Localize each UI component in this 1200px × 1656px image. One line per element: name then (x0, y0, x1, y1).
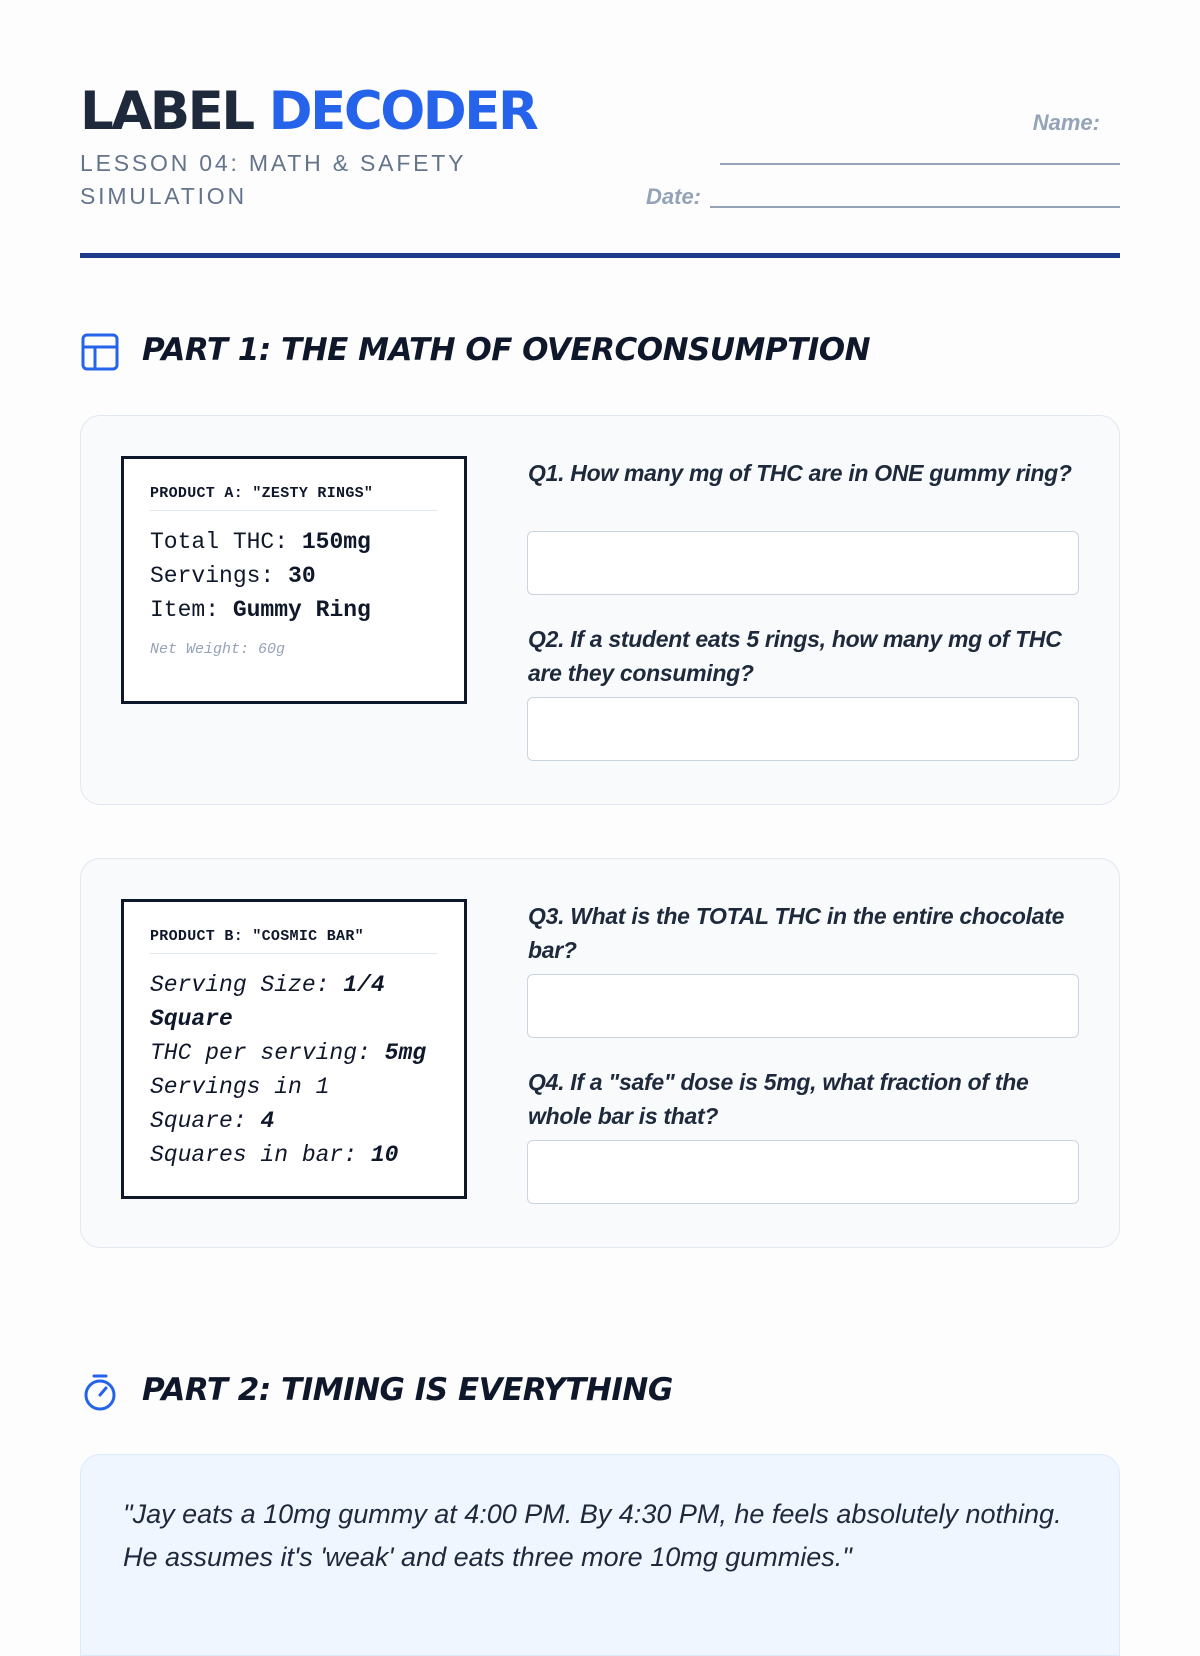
question-q1: Q1. How many mg of THC are in ONE gummy ring? (528, 460, 1072, 486)
question-q3: Q3. What is the TOTAL THC in the entire chocolate bar? (528, 903, 1065, 963)
product-a-row (150, 559, 438, 593)
product-b-row (150, 1036, 438, 1070)
header-divider (80, 253, 1120, 258)
name-field-line[interactable] (720, 163, 1120, 165)
date-field-line[interactable] (710, 206, 1120, 208)
product-b-row (150, 968, 438, 1036)
date-label: Date: (646, 184, 702, 209)
lesson-subtitle: LESSON 04: MATH & SAFETY SIMULATION (80, 150, 466, 209)
fact-key: Item: (150, 597, 220, 623)
product-a-label (121, 456, 467, 704)
fact-key: Servings in 1 Square: (150, 1074, 330, 1134)
title-label: LABEL (80, 81, 253, 142)
fact-value: Gummy Ring (232, 597, 371, 623)
fact-key: Serving Size: (150, 972, 330, 998)
fact-value: 5mg (384, 1040, 427, 1066)
answer-q1-input[interactable] (527, 531, 1079, 595)
part2-title: PART 2: TIMING IS EVERYTHING (142, 1372, 673, 1408)
product-b-heading: PRODUCT B: "COSMIC BAR" (150, 928, 438, 954)
fact-key: Squares in bar: (150, 1142, 358, 1168)
layout-icon (80, 332, 120, 372)
product-a-card (80, 415, 1120, 805)
product-b-row (150, 1138, 438, 1172)
answer-q4-input[interactable] (527, 1140, 1079, 1204)
answer-q2-input[interactable] (527, 697, 1079, 761)
product-a-row (150, 593, 438, 627)
fact-value: 4 (260, 1108, 275, 1134)
scenario-box (80, 1454, 1120, 1656)
scenario-text: "Jay eats a 10mg gummy at 4:00 PM. By 4:30 PM, he feels absolutely nothing. He assumes it's 'weak' and eats three more 10mg gummies." (123, 1499, 1062, 1572)
fact-key: Total THC: (150, 529, 289, 555)
question-q4: Q4. If a "safe" dose is 5mg, what fraction of the whole bar is that? (528, 1069, 1029, 1129)
question-q2: Q2. If a student eats 5 rings, how many mg of THC are they consuming? (528, 626, 1062, 686)
answer-q3-input[interactable] (527, 974, 1079, 1038)
stopwatch-icon (80, 1372, 120, 1412)
fact-key: Servings: (150, 563, 275, 589)
product-a-facts (150, 525, 438, 627)
part1-title: PART 1: THE MATH OF OVERCONSUMPTION (142, 332, 871, 368)
product-a-row (150, 525, 438, 559)
product-b-row (150, 1070, 438, 1138)
product-b-card (80, 858, 1120, 1248)
page-title (80, 82, 536, 142)
product-b-facts (150, 968, 438, 1172)
product-a-heading: PRODUCT A: "ZESTY RINGS" (150, 485, 438, 511)
fact-value: 10 (370, 1142, 399, 1168)
product-b-label (121, 899, 467, 1199)
name-label: Name: (1032, 110, 1100, 135)
title-decoder: DECODER (268, 81, 537, 142)
fact-value: 30 (288, 563, 316, 589)
fact-key: THC per serving: (150, 1040, 371, 1066)
fact-value: 1/4 Square (150, 972, 385, 1032)
net-weight: Net Weight: 60g (150, 641, 286, 658)
fact-value: 150mg (301, 529, 371, 555)
